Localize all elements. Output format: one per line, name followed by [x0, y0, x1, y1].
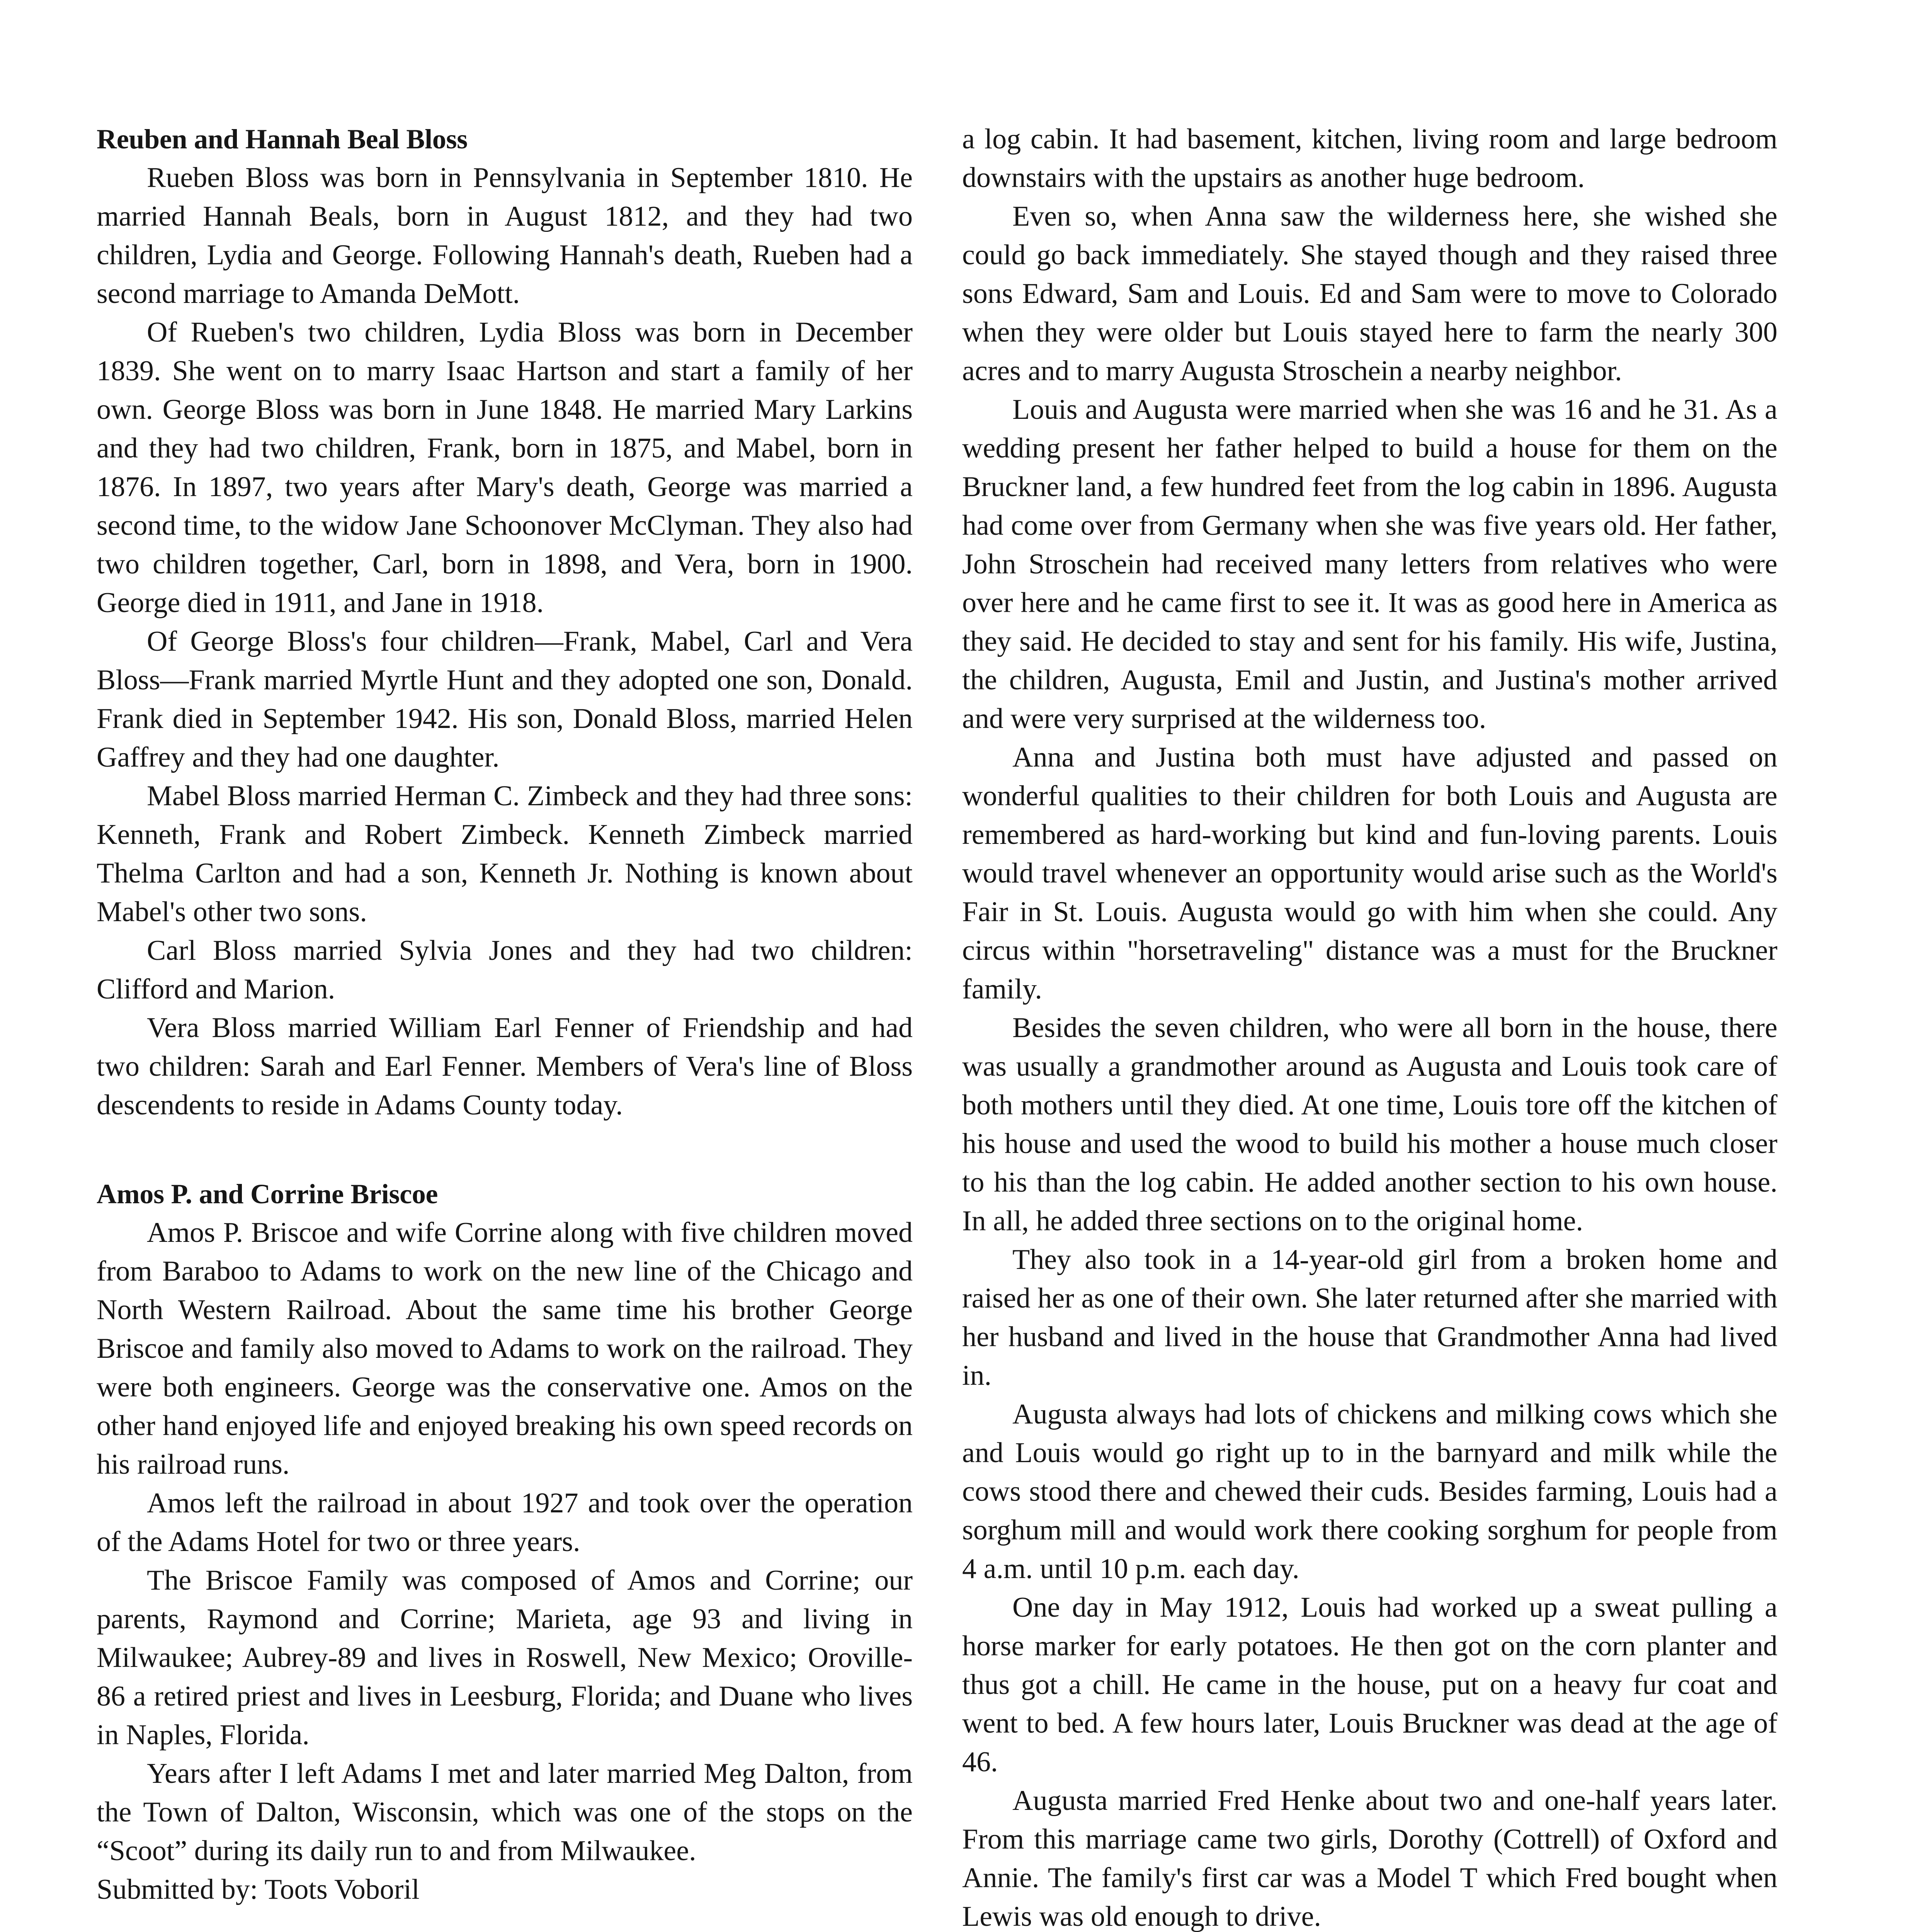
paragraph: Amos P. Briscoe and wife Corrine along with five children moved from Baraboo to Adams to work on the new line of the Chicago and North Western Railroad. About the same time his brother George Briscoe and family also moved to Adams to work on the railroad. They were both engineers. George was the conservative one. Amos on the other hand enjoyed life and enjoyed breaking his own speed records on his railroad runs.: [97, 1217, 913, 1480]
section-spacer: [97, 1909, 916, 1932]
paragraph: Anna and Justina both must have adjusted and passed on wonderful qualities to their children for both Louis and Augusta are remembered as hard-working but kind and fun-loving parents. Louis would travel whenever an opportunity would arise such as the World's Fair in St. Louis. Augusta would go with him when she could. Any circus within "horsetraveling" distance was a must for the Bruckner family.: [962, 742, 1777, 1005]
paragraph: Augusta always had lots of chickens and milking cows which she and Louis would go right up to in the barnyard and milk while the cows stood there and chewed their cuds. Besides farming, Louis had a sorghum mill and would work there cooking sorghum for people from 4 a.m. until 10 p.m. each day.: [962, 1398, 1777, 1585]
submitted-by: Submitted by: Toots Voboril: [97, 1874, 420, 1905]
paragraph: Amos left the railroad in about 1927 and took over the operation of the Adams Hotel for two or three years.: [97, 1487, 913, 1558]
paragraph: Louis and Augusta were married when she was 16 and he 31. As a wedding present her father helped to build a house for them on the Bruckner land, a few hundred feet from the log cabin in 1896. Augusta had come over from Germany when she was five years old. Her father, John Stroschein had received many letters from relatives who were over here and he came first to see it. It was as good here in America as they said. He decided to stay and sent for his family. His wife, Justina, the children, Augusta, Emil and Justin, and Justina's mother arrived and were very surprised at the wilderness too.: [962, 394, 1777, 735]
section-spacer: [97, 1124, 916, 1175]
paragraph: They also took in a 14-year-old girl from a broken home and raised her as one of their own. She later returned after she married with her husband and lived in the house that Grandmother Anna had lived in.: [962, 1244, 1777, 1391]
paragraph: Mabel Bloss married Herman C. Zimbeck and they had three sons: Kenneth, Frank and Robert Zimbeck. Kenneth Zimbeck married Thelma Carlton and had a son, Kenneth Jr. Nothing is known about Mabel's other two sons.: [97, 780, 913, 928]
section-heading: Amos P. and Corrine Briscoe: [97, 1179, 438, 1209]
paragraph-continuation: a log cabin. It had basement, kitchen, living room and large bedroom downstairs with the upstairs as another huge bedroom.: [962, 123, 1777, 194]
paragraph: Even so, when Anna saw the wilderness here, she wished she could go back immediately. She stayed though and they raised three sons Edward, Sam and Louis. Ed and Sam were to move to Colorado when they were older but Louis stayed here to farm the nearly 300 acres and to marry Augusta Stroschein a nearby neighbor.: [962, 201, 1777, 387]
paragraph: Vera Bloss married William Earl Fenner of Friendship and had two children: Sarah and Earl Fenner. Members of Vera's line of Bloss descendents to reside in Adams County today.: [97, 1012, 913, 1121]
paragraph: The Briscoe Family was composed of Amos and Corrine; our parents, Raymond and Corrine; Marieta, age 93 and living in Milwaukee; Aubrey-89 and lives in Roswell, New Mexico; Oroville-86 a retired priest and lives in Leesburg, Florida; and Duane who lives in Naples, Florida.: [97, 1565, 913, 1751]
section-bloss: [97, 120, 916, 1124]
section-heading: Reuben and Hannah Beal Bloss: [97, 124, 468, 155]
paragraph: Of Rueben's two children, Lydia Bloss was born in December 1839. She went on to marry Isaac Hartson and start a family of her own. George Bloss was born in June 1848. He married Mary Larkins and they had two children, Frank, born in 1875, and Mabel, born in 1876. In 1897, two years after Mary's death, George was married a second time, to the widow Jane Schoonover McClyman. They also had two children together, Carl, born in 1898, and Vera, born in 1900. George died in 1911, and Jane in 1918.: [97, 316, 913, 619]
paragraph: Rueben Bloss was born in Pennsylvania in September 1810. He married Hannah Beals, born in August 1812, and they had two children, Lydia and George. Following Hannah's death, Rueben had a second marriage to Amanda DeMott.: [97, 162, 913, 310]
left-column: [97, 120, 916, 1932]
section-briscoe: [97, 1175, 916, 1909]
right-column: [962, 120, 1777, 1932]
paragraph: Carl Bloss married Sylvia Jones and they had two children: Clifford and Marion.: [97, 935, 913, 1005]
paragraph: One day in May 1912, Louis had worked up a sweat pulling a horse marker for early potatoes. He then got on the corn planter and thus got a chill. He came in the house, put on a heavy fur coat and went to bed. A few hours later, Louis Bruckner was dead at the age of 46.: [962, 1592, 1777, 1778]
paragraph: Besides the seven children, who were all born in the house, there was usually a grandmother around as Augusta and Louis took care of both mothers until they died. At one time, Louis tore off the kitchen of his house and used the wood to build his mother a house much closer to his than the log cabin. He added another section to his own house. In all, he added three sections on to the original home.: [962, 1012, 1777, 1237]
paragraph: Augusta married Fred Henke about two and one-half years later. From this marriage came two girls, Dorothy (Cottrell) of Oxford and Annie. The family's first car was a Model T which Fred bought when Lewis was old enough to drive.: [962, 1785, 1777, 1932]
paragraph: Of George Bloss's four children—Frank, Mabel, Carl and Vera Bloss—Frank married Myrtle Hunt and they adopted one son, Donald. Frank died in September 1942. His son, Donald Bloss, married Helen Gaffrey and they had one daughter.: [97, 626, 913, 773]
paragraph: Years after I left Adams I met and later married Meg Dalton, from the Town of Dalton, Wisconsin, which was one of the stops on the “Scoot” during its daily run to and from Milwaukee.: [97, 1758, 913, 1867]
